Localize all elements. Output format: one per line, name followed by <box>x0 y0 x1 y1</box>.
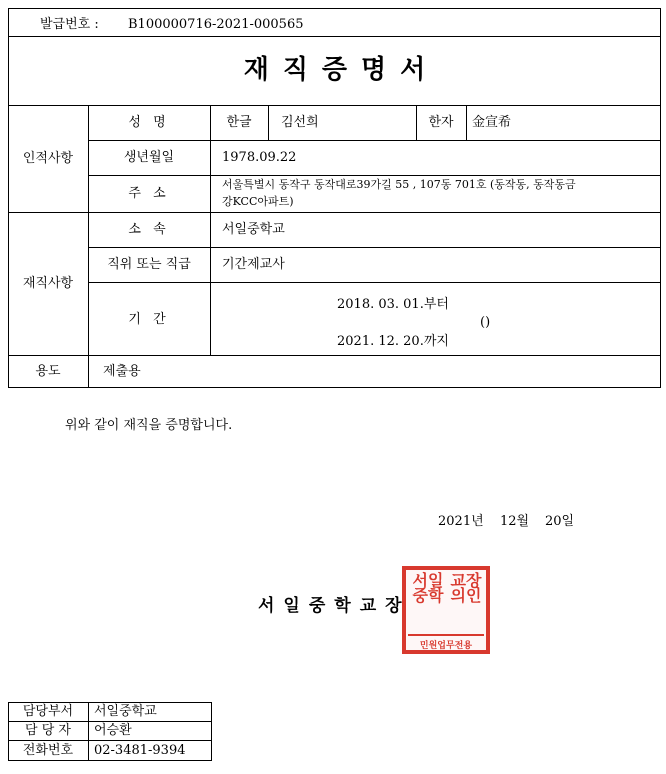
contact-dept-value: 서일중학교 <box>94 704 157 719</box>
contact-rule-1 <box>8 721 212 722</box>
rule-below-personal <box>8 212 661 213</box>
seal-text-left: 서일중학 <box>412 571 444 605</box>
affiliation-label: 소 속 <box>128 222 170 237</box>
certification-statement: 위와 같이 재직을 증명합니다. <box>65 418 233 433</box>
employment-section-label: 재직사항 <box>22 276 74 291</box>
frame-top-border <box>8 8 661 9</box>
contact-person-label: 담 당 자 <box>25 723 71 738</box>
address-label: 주 소 <box>128 186 170 201</box>
issue-date-day: 20일 <box>545 514 575 529</box>
issue-number-label: 발급번호 : <box>40 17 99 32</box>
col-divider-hangul <box>268 105 269 141</box>
rule-below-affiliation <box>88 247 661 248</box>
period-to: 2021. 12. 20.까지 <box>337 334 449 349</box>
name-label: 성 명 <box>128 115 170 130</box>
contact-person-value: 어승환 <box>94 723 132 738</box>
hangul-label: 한글 <box>226 115 252 130</box>
position-value: 기간제교사 <box>222 257 285 272</box>
issue-date-month: 12월 <box>500 514 530 529</box>
address-line-2: 강KCC아파트) <box>222 195 294 208</box>
signer-name: 서일중학교장 <box>258 596 411 616</box>
contact-phone-label: 전화번호 <box>22 743 74 758</box>
rule-below-title <box>8 105 661 106</box>
contact-border-right <box>211 702 212 761</box>
birth-value: 1978.09.22 <box>222 150 297 165</box>
affiliation-value: 서일중학교 <box>222 222 285 237</box>
rule-below-position <box>88 282 661 283</box>
period-label: 기 간 <box>128 312 170 327</box>
seal-bottom-text: 민원업무전용 <box>408 634 484 651</box>
contact-dept-label: 담당부서 <box>22 704 74 719</box>
issue-number: B100000716-2021-000565 <box>128 17 304 32</box>
period-paren: () <box>480 315 491 330</box>
contact-rule-bottom <box>8 760 212 761</box>
hanja-name: 金宣希 <box>472 115 512 130</box>
seal-text-right: 교장의인 <box>450 571 482 605</box>
address-line-1: 서울특별시 동작구 동작대로39가길 55 , 107동 701호 (동작동, 동작동금 <box>222 178 576 191</box>
document-title: 재직증명서 <box>243 55 440 85</box>
purpose-value: 제출용 <box>103 364 141 379</box>
contact-rule-2 <box>8 740 212 741</box>
rule-below-name <box>88 140 661 141</box>
col-divider-hanja <box>466 105 467 141</box>
period-from: 2018. 03. 01.부터 <box>337 297 449 312</box>
rule-below-issue <box>8 36 661 37</box>
official-seal <box>402 566 490 654</box>
issue-date-year: 2021년 <box>438 514 484 529</box>
rule-below-birth <box>88 175 661 176</box>
col-divider-section <box>88 105 89 388</box>
rule-below-employment <box>8 355 661 356</box>
personal-section-label: 인적사항 <box>22 151 74 166</box>
birth-label: 생년월일 <box>123 150 175 165</box>
purpose-label: 용도 <box>35 364 61 379</box>
hangul-name: 김선희 <box>281 115 319 130</box>
contact-divider <box>88 702 89 761</box>
position-label: 직위 또는 직급 <box>107 257 191 272</box>
rule-below-purpose <box>8 387 661 388</box>
hanja-label: 한자 <box>428 115 454 130</box>
contact-phone-value: 02-3481-9394 <box>94 743 186 758</box>
contact-rule-top <box>8 702 212 703</box>
col-divider-label <box>210 105 211 356</box>
